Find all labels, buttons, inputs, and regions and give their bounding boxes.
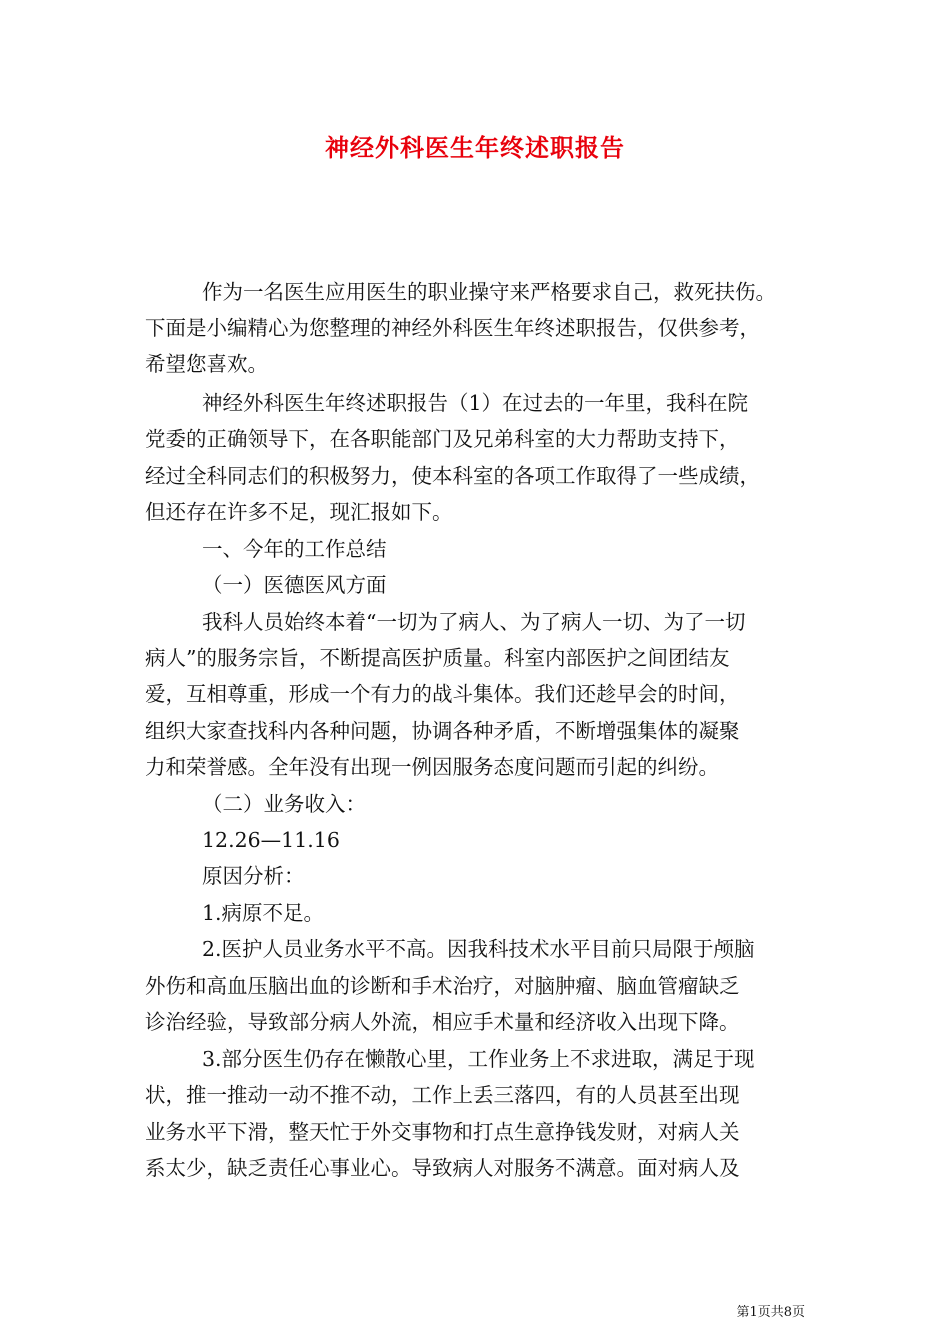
paragraph-line: 力和荣誉感。全年没有出现一例因服务态度问题而引起的纠纷。 (145, 755, 719, 779)
reason-label: 原因分析： (202, 864, 305, 888)
paragraph-line: 作为一名医生应用医生的职业操守来严格要求自己，救死扶伤。 (202, 280, 776, 304)
paragraph-line: 诊治经验，导致部分病人外流，相应手术量和经济收入出现下降。 (145, 1010, 740, 1034)
date-range: 12.26—11.16 (202, 828, 340, 852)
paragraph-line: 系太少，缺乏责任心事业心。导致病人对服务不满意。面对病人及 (145, 1156, 740, 1180)
subsection-heading: （一）医德医风方面 (202, 573, 387, 597)
paragraph-line: 下面是小编精心为您整理的神经外科医生年终述职报告，仅供参考， (145, 316, 760, 340)
paragraph-line: 但还存在许多不足，现汇报如下。 (145, 500, 453, 524)
paragraph-line: 经过全科同志们的积极努力，使本科室的各项工作取得了一些成绩， (145, 464, 760, 488)
list-item: 3.部分医生仍存在懒散心里，工作业务上不求进取，满足于现 (202, 1047, 755, 1071)
paragraph-line: 爱，互相尊重，形成一个有力的战斗集体。我们还趁早会的时间， (145, 682, 740, 706)
subsection-heading: （二）业务收入： (202, 792, 366, 816)
paragraph-line: 神经外科医生年终述职报告（1）在过去的一年里，我科在院 (202, 391, 749, 415)
paragraph-line: 我科人员始终本着“一切为了病人、为了病人一切、为了一切 (202, 610, 746, 634)
paragraph-line: 组织大家查找科内各种问题，协调各种矛盾，不断增强集体的凝聚 (145, 719, 740, 743)
list-item: 1.病原不足。 (202, 901, 325, 925)
paragraph-line: 希望您喜欢。 (145, 352, 268, 376)
paragraph-line: 业务水平下滑，整天忙于外交事物和打点生意挣钱发财，对病人关 (145, 1120, 740, 1144)
paragraph-line: 病人”的服务宗旨，不断提高医护质量。科室内部医护之间团结友 (145, 646, 730, 670)
list-item: 2.医护人员业务水平不高。因我科技术水平目前只局限于颅脑 (202, 937, 755, 961)
paragraph-line: 状，推一推动一动不推不动，工作上丢三落四，有的人员甚至出现 (145, 1083, 740, 1107)
paragraph-line: 外伤和高血压脑出血的诊断和手术治疗，对脑肿瘤、脑血管瘤缺乏 (145, 974, 740, 998)
section-heading: 一、今年的工作总结 (202, 537, 387, 561)
page-number: 第1页共8页 (736, 1305, 805, 1320)
document-title: 神经外科医生年终述职报告 (325, 133, 625, 162)
paragraph-line: 党委的正确领导下，在各职能部门及兄弟科室的大力帮助支持下， (145, 427, 740, 451)
